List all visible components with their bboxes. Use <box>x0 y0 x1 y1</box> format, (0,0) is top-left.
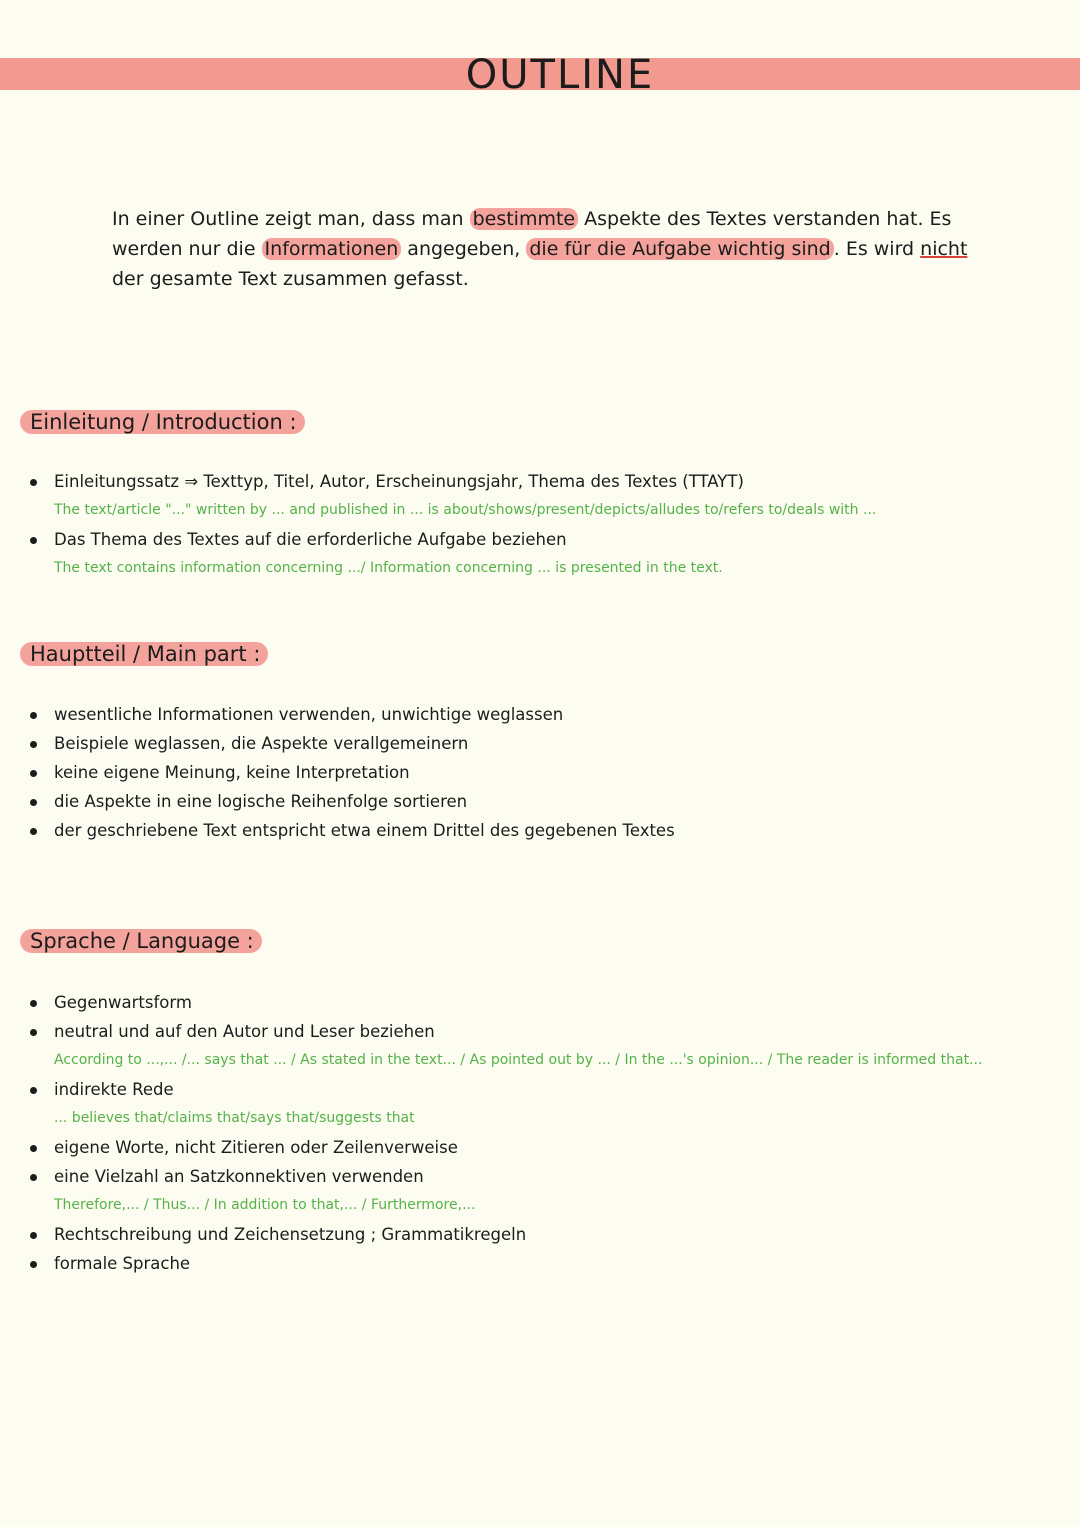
intro-text-1: In einer Outline zeigt man, dass man <box>112 208 470 230</box>
list-item-text: Einleitungssatz ⇒ Texttyp, Titel, Autor, Erscheinungsjahr, Thema des Textes (TTAYT) <box>54 472 744 491</box>
bullet-icon <box>30 1000 37 1007</box>
list-item-text: Gegenwartsform <box>54 993 192 1012</box>
bullet-icon <box>30 828 37 835</box>
list-item <box>30 1220 1060 1249</box>
list-item-text: Beispiele weglassen, die Aspekte verallgemeinern <box>54 734 469 753</box>
intro-text-4: . Es wird <box>833 238 921 260</box>
list-item <box>30 758 1060 787</box>
list-item <box>30 729 1060 758</box>
list-item-text: Das Thema des Textes auf die erforderliche Aufgabe beziehen <box>54 530 567 549</box>
intro-highlight-aufgabe: die für die Aufgabe wichtig sind <box>526 238 833 260</box>
list-item-text: die Aspekte in eine logische Reihenfolge sortieren <box>54 792 468 811</box>
list-item <box>30 525 1060 583</box>
page-title: OUTLINE <box>465 52 655 98</box>
list-item <box>30 1162 1060 1220</box>
section-heading-main-part <box>20 642 268 666</box>
bullet-icon <box>30 799 37 806</box>
list-item <box>30 700 1060 729</box>
list-item <box>30 1249 1060 1278</box>
list-item-text: eigene Worte, nicht Zitieren oder Zeilenverweise <box>54 1138 458 1157</box>
introduction-list <box>30 467 1060 583</box>
example-phrase: The text contains information concerning .../ Information concerning ... is presented in the text. <box>54 560 723 576</box>
intro-underline-nicht: nicht <box>920 238 968 260</box>
intro-text-5: der gesamte Text zusammen gefasst. <box>112 268 469 290</box>
intro-text-3: angegeben, <box>401 238 527 260</box>
section-heading-language <box>20 929 262 953</box>
list-item <box>30 467 1060 525</box>
list-item-text: neutral und auf den Autor und Leser beziehen <box>54 1022 435 1041</box>
list-item <box>30 816 1060 845</box>
bullet-icon <box>30 1232 37 1239</box>
list-item-text: Rechtschreibung und Zeichensetzung ; Grammatikregeln <box>54 1225 527 1244</box>
language-list <box>30 988 1060 1278</box>
list-item <box>30 1075 1060 1133</box>
main-part-heading-label: Hauptteil / Main part : <box>20 642 268 666</box>
example-phrase: The text/article "..." written by ... and published in ... is about/shows/present/depicts/alludes to/refers to/deals with ... <box>54 502 877 518</box>
list-item <box>30 988 1060 1017</box>
bullet-icon <box>30 537 37 544</box>
introduction-heading-label: Einleitung / Introduction : <box>20 410 305 434</box>
section-heading-introduction <box>20 410 305 434</box>
bullet-icon <box>30 712 37 719</box>
bullet-icon <box>30 741 37 748</box>
intro-text-2: Aspekte des Textes verstanden hat. Es werden nur die <box>112 208 952 260</box>
bullet-icon <box>30 1029 37 1036</box>
list-item <box>30 1133 1060 1162</box>
intro-paragraph <box>112 204 972 294</box>
example-phrase: ... believes that/claims that/says that/suggests that <box>54 1110 415 1126</box>
bullet-icon <box>30 1145 37 1152</box>
intro-highlight-bestimmte: bestimmte <box>470 208 579 230</box>
list-item <box>30 1017 1060 1075</box>
list-item-text: keine eigene Meinung, keine Interpretation <box>54 763 410 782</box>
example-phrase: Therefore,... / Thus... / In addition to that,... / Furthermore,... <box>54 1197 476 1213</box>
bullet-icon <box>30 1261 37 1268</box>
example-phrase: According to ...,... /... says that ... / As stated in the text... / As pointed out by ... / In the ...'s opinion... / The reader is informed that... <box>54 1052 983 1068</box>
intro-highlight-informationen: Informationen <box>262 238 402 260</box>
list-item-text: wesentliche Informationen verwenden, unwichtige weglassen <box>54 705 564 724</box>
list-item-text: formale Sprache <box>54 1254 191 1273</box>
bullet-icon <box>30 1087 37 1094</box>
list-item-text: eine Vielzahl an Satzkonnektiven verwenden <box>54 1167 424 1186</box>
bullet-icon <box>30 770 37 777</box>
bullet-icon <box>30 1174 37 1181</box>
bullet-icon <box>30 479 37 486</box>
list-item-text: der geschriebene Text entspricht etwa einem Drittel des gegebenen Textes <box>54 821 675 840</box>
main-part-list <box>30 700 1060 845</box>
language-heading-label: Sprache / Language : <box>20 929 262 953</box>
list-item <box>30 787 1060 816</box>
list-item-text: indirekte Rede <box>54 1080 174 1099</box>
